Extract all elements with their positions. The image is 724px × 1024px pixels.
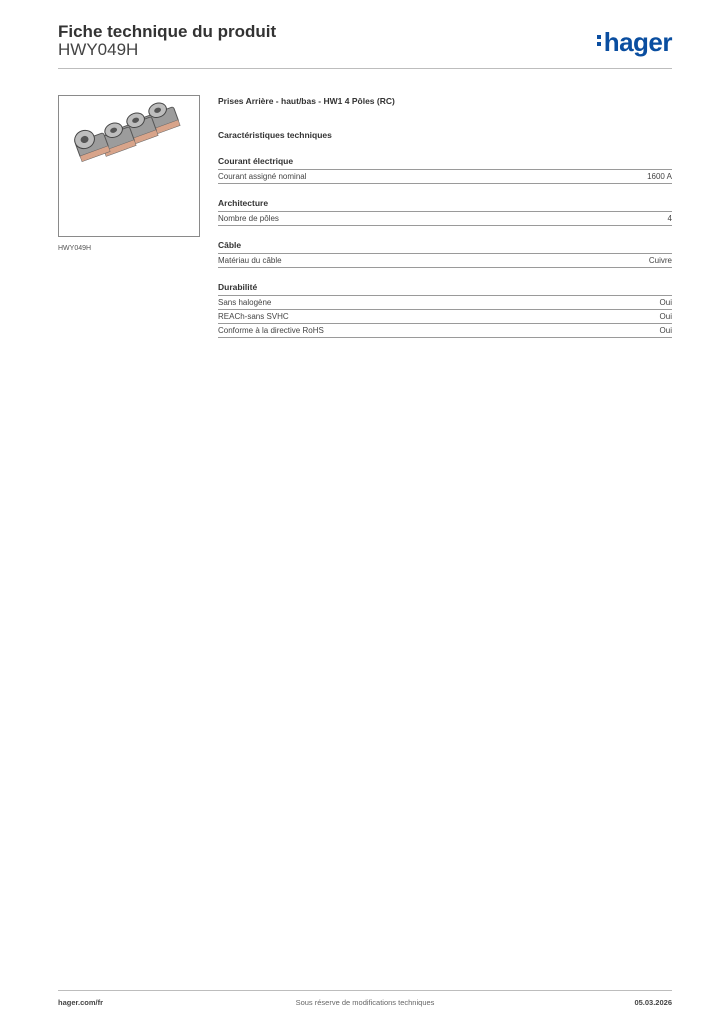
spec-value: Oui [659, 298, 672, 307]
spec-row [218, 254, 672, 268]
footer-date: 05.03.2026 [634, 998, 672, 1007]
page-title: Fiche technique du produit [58, 22, 277, 41]
spec-label: Conforme à la directive RoHS [218, 326, 324, 335]
header-divider [58, 68, 672, 69]
spec-row [218, 310, 672, 324]
logo-text: hager [603, 27, 672, 57]
spec-row [218, 296, 672, 310]
spec-value: Oui [659, 312, 672, 321]
spec-label: Matériau du câble [218, 256, 282, 265]
group-title: Durabilité [218, 282, 672, 296]
spec-value: Cuivre [648, 256, 672, 265]
spec-row [218, 324, 672, 338]
spec-value: 1600 A [647, 172, 672, 181]
page-footer [58, 998, 672, 1010]
footer-divider [58, 990, 672, 991]
group-architecture [218, 198, 672, 226]
page-header [58, 20, 672, 68]
section-heading: Caractéristiques techniques [218, 130, 332, 140]
group-title: Courant électrique [218, 156, 672, 170]
terminal-1 [72, 124, 110, 162]
spec-value: 4 [667, 214, 672, 223]
product-image [58, 95, 200, 237]
group-title: Câble [218, 240, 672, 254]
spec-row [218, 170, 672, 184]
group-courant-electrique [218, 156, 672, 184]
spec-value: Oui [659, 326, 672, 335]
footer-notice: Sous réserve de modifications techniques [295, 998, 435, 1007]
hager-logo [597, 28, 672, 56]
product-name: Prises Arrière - haut/bas - HW1 4 Pôles (RC) [218, 96, 395, 106]
group-cable [218, 240, 672, 268]
group-title: Architecture [218, 198, 672, 212]
footer-website-link[interactable]: hager.com/fr [58, 998, 104, 1007]
logo-dots-icon [597, 32, 602, 49]
product-details [218, 96, 672, 338]
group-durabilite [218, 282, 672, 338]
spec-label: Nombre de pôles [218, 214, 279, 223]
image-caption: HWY049H [58, 245, 92, 252]
spec-label: Courant assigné nominal [218, 172, 307, 181]
product-photo-icon [59, 96, 199, 236]
spec-label: Sans halogène [218, 298, 272, 307]
spec-row [218, 212, 672, 226]
spec-label: REACh-sans SVHC [218, 312, 289, 321]
product-reference: HWY049H [58, 40, 139, 59]
